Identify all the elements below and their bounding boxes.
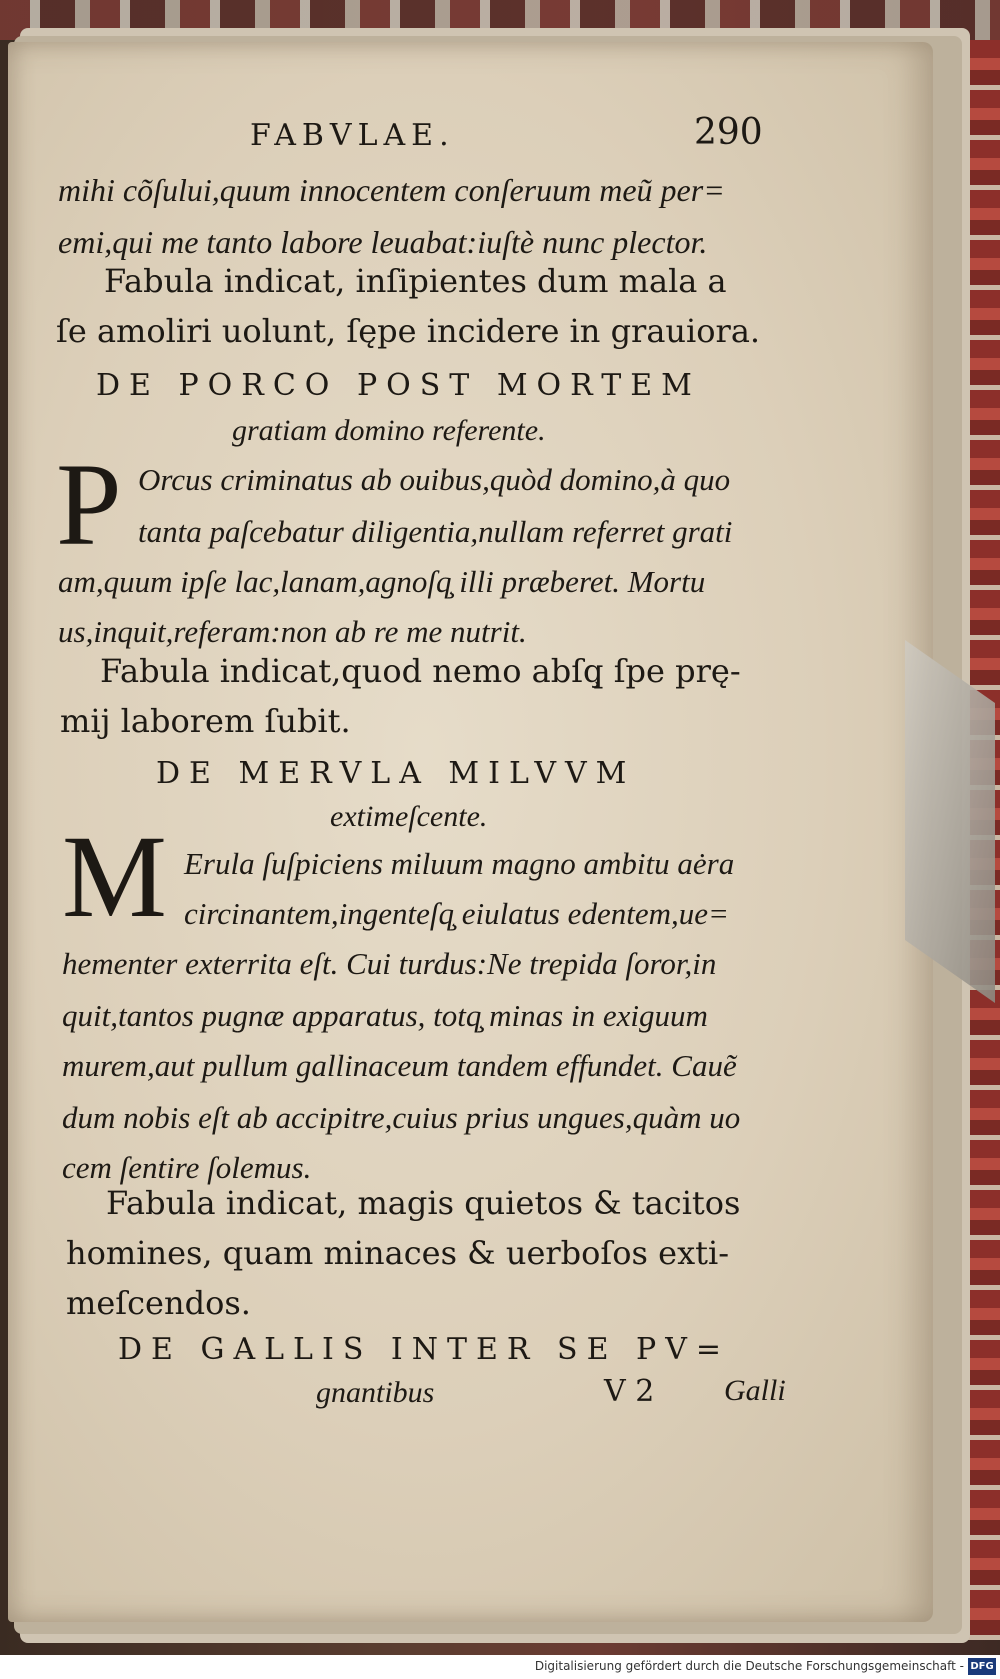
footer-text: Digitalisierung gefördert durch die Deutsche Forschungsgemeinschaft -: [534, 1659, 964, 1673]
text-line: circinantem,ingenteſq̧ eiulatus edentem,ue=: [184, 896, 729, 931]
text-line: Erula ſuſpiciens miluum magno ambitu aėra: [184, 846, 735, 881]
text-line: cem ſentire ſolemus.: [62, 1150, 312, 1185]
fable-heading-sub: gnantibus: [316, 1376, 435, 1409]
text-line: hementer exterrita eſt. Cui turdus:Ne trepida ſoror,in: [62, 946, 717, 981]
catchword: Galli: [724, 1374, 786, 1407]
digitization-footer: [0, 1655, 1000, 1679]
fable-heading-sub: gratiam domino referente.: [232, 414, 546, 447]
text-line: Orcus criminatus ab ouibus,quòd domino,à quo: [138, 462, 731, 497]
moral-line: Fabula indicat, inſipientes dum mala a: [104, 262, 727, 300]
running-head: FABVLAE.: [250, 118, 455, 153]
text-line: tanta paſcebatur diligentia,nullam referret grati: [138, 514, 733, 549]
drop-cap-p: P: [56, 439, 122, 570]
moral-line: meſcendos.: [66, 1284, 251, 1322]
page-number: 290: [694, 112, 763, 153]
fable-heading-sub: extimeſcente.: [330, 800, 488, 833]
dfg-logo: DFG: [968, 1658, 996, 1675]
drop-cap-m: M: [62, 811, 167, 942]
fable-heading: DE MERVLA MILVVM: [156, 756, 636, 791]
moral-line: homines, quam minaces & uerboſos exti-: [66, 1234, 730, 1272]
text-line: murem,aut pullum gallinaceum tandem effundet. Cauẽ: [62, 1048, 737, 1083]
moral-line: Fabula indicat, magis quietos & tacitos: [106, 1184, 741, 1222]
text-line: mihi cõſului,quum innocentem conſeruum meũ per=: [58, 172, 725, 208]
paper-bookmark: [905, 640, 995, 1003]
moral-line: Fabula indicat,quod nemo abſq̧ ſpe prę-: [100, 652, 741, 690]
moral-line: mij laborem ſubit.: [60, 702, 351, 740]
fable-heading: DE GALLIS INTER SE PV=: [118, 1332, 731, 1367]
moral-line: ſe amoliri uolunt, ſępe incidere in grauiora.: [56, 312, 761, 350]
signature-mark: V 2: [604, 1374, 655, 1409]
text-line: us,inquit,referam:non ab re me nutrit.: [58, 614, 527, 649]
text-line: am,quum ipſe lac,lanam,agnoſq̧ illi præberet. Mortu: [58, 564, 706, 599]
text-line: quit,tantos pugnæ apparatus, totq̧ minas in exiguum: [62, 998, 708, 1033]
text-line: dum nobis eſt ab accipitre,cuius prius ungues,quàm uo: [62, 1100, 741, 1135]
text-line: emi,qui me tanto labore leuabat:iuſtè nunc plector.: [58, 224, 708, 260]
fable-heading: DE PORCO POST MORTEM: [96, 368, 701, 403]
